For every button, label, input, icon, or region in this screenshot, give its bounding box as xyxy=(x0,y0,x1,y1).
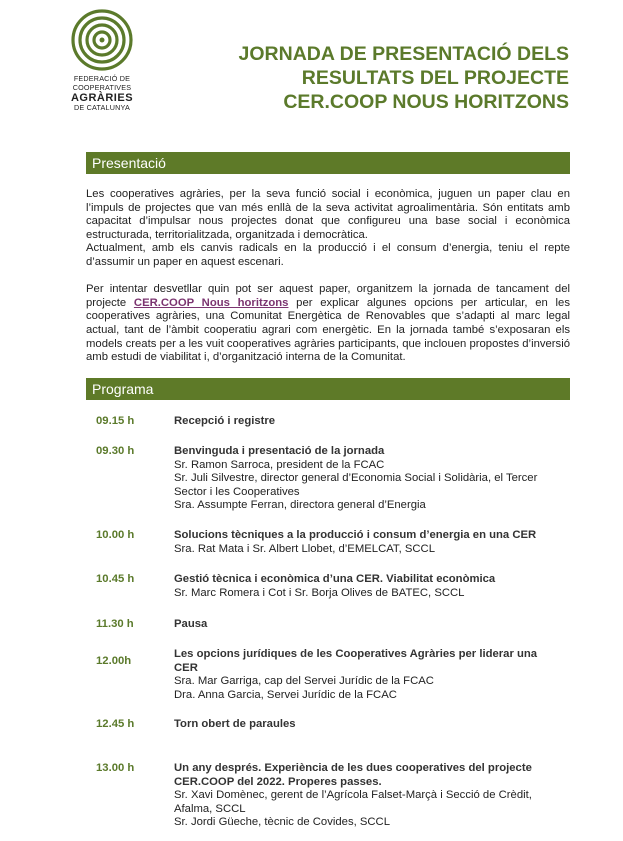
logo-wordmark xyxy=(62,75,142,113)
logo-line-2: COOPERATIVES xyxy=(72,82,132,92)
program-title: Pausa xyxy=(174,618,208,630)
program-speaker: Sra. Assumpte Ferran, directora general d’Energia xyxy=(174,499,426,512)
page-title xyxy=(239,42,569,114)
program-speaker: Sr. Xavi Domènec, gerent de l’Agrícola Falset-Marçà i Secció de Crèdit, xyxy=(174,789,532,802)
intro-paragraph-3 xyxy=(86,283,570,365)
intro-paragraph-2: Actualment, amb els canvis radicals en la producció i el consum d’energia, teniu el repte d’assumir un paper en aquest escenari. xyxy=(86,242,570,268)
program-time: 12.00h xyxy=(96,655,132,667)
logo-line-3: AGRÀRIES xyxy=(70,92,134,105)
project-link[interactable]: CER.COOP Nous horitzons xyxy=(133,296,289,309)
program-time: 10.45 h xyxy=(96,573,135,585)
program-speaker: Afalma, SCCL xyxy=(174,802,246,815)
program-time: 09.15 h xyxy=(96,415,135,427)
logo-line-4: DE CATALUNYA xyxy=(74,103,130,113)
program-time: 12.45 h xyxy=(96,718,135,730)
program-title: Solucions tècniques a la producció i consum d’energia en una CER xyxy=(174,529,537,541)
program-title: Les opcions jurídiques de les Cooperatives Agràries per liderar una xyxy=(174,648,538,660)
program-time: 13.00 h xyxy=(96,762,135,774)
intro-paragraph-3-start: Per intentar desvetllar quin pot ser aquest paper, organitzem la jornada de tancament del projecte xyxy=(86,283,570,309)
program-title: Benvinguda i presentació de la jornada xyxy=(174,445,385,457)
program-title: Recepció i registre xyxy=(174,415,276,427)
intro-paragraph-3-end: per explicar algunes opcions per articular, en les cooperatives agràries, una Comunitat Energètica de Renovables que s’adapti al marc legal actual, tant de l’àmbit cooperatiu agrari com energètic. En la jornada també s’exposaran els models creats per a les vuit cooperatives agràries participants, que inclouen propostes d’inversió amb estudi de viabilitat i, d’organització interna de la Comunitat. xyxy=(86,296,570,364)
program-title-continued: CER xyxy=(174,661,198,674)
program-title-continued: CER.COOP del 2022. Properes passes. xyxy=(174,775,382,788)
section-header-programa: Programa xyxy=(86,378,570,400)
program-speaker: Dra. Anna Garcia, Servei Jurídic de la FCAC xyxy=(174,688,397,701)
logo-line-1: FEDERACIÓ DE xyxy=(73,74,131,83)
title-line-2: RESULTATS DEL PROJECTE xyxy=(301,67,569,89)
program-speaker: Sr. Ramon Sarroca, president de la FCAC xyxy=(174,458,385,471)
program-speaker: Sr. Marc Romera i Cot i Sr. Borja Olives de BATEC, SCCL xyxy=(174,586,465,599)
program-title: Un any després. Experiència de les dues cooperatives del projecte xyxy=(174,762,532,774)
program-speaker: Sra. Mar Garriga, cap del Servei Jurídic de la FCAC xyxy=(174,675,434,688)
intro-paragraph-1: Les cooperatives agràries, per la seva funció social i econòmica, juguen un paper clau en l’impuls de projectes que van més enllà de la seva activitat agroalimentària. Són entitats amb capacitat d’impulsar nous projectes donat que configureu una base social i econòmica estructurada, territorialitzada, organitzada i democràtica. xyxy=(86,188,570,241)
fcac-logo xyxy=(62,8,142,113)
program-speaker: Sra. Rat Mata i Sr. Albert Llobet, d’EMELCAT, SCCL xyxy=(174,542,435,555)
section-header-presentacio: Presentació xyxy=(86,152,570,174)
program-speaker: Sector i les Cooperatives xyxy=(174,485,300,498)
title-line-1: JORNADA DE PRESENTACIÓ DELS xyxy=(238,43,569,65)
program-speaker: Sr. Jordi Güeche, tècnic de Covides, SCCL xyxy=(174,816,390,829)
program-time: 11.30 h xyxy=(96,618,134,630)
title-line-3: CER.COOP NOUS HORITZONS xyxy=(283,91,569,113)
program-time: 09.30 h xyxy=(96,445,135,457)
fcac-emblem-icon xyxy=(70,8,134,72)
program-title: Torn obert de paraules xyxy=(174,718,296,730)
program-speaker: Sr. Juli Silvestre, director general d’Economia Social i Solidària, el Tercer xyxy=(174,472,538,485)
program-title: Gestió tècnica i econòmica d’una CER. Viabilitat econòmica xyxy=(174,573,496,585)
intro-text xyxy=(86,188,570,365)
program-time: 10.00 h xyxy=(96,529,135,541)
